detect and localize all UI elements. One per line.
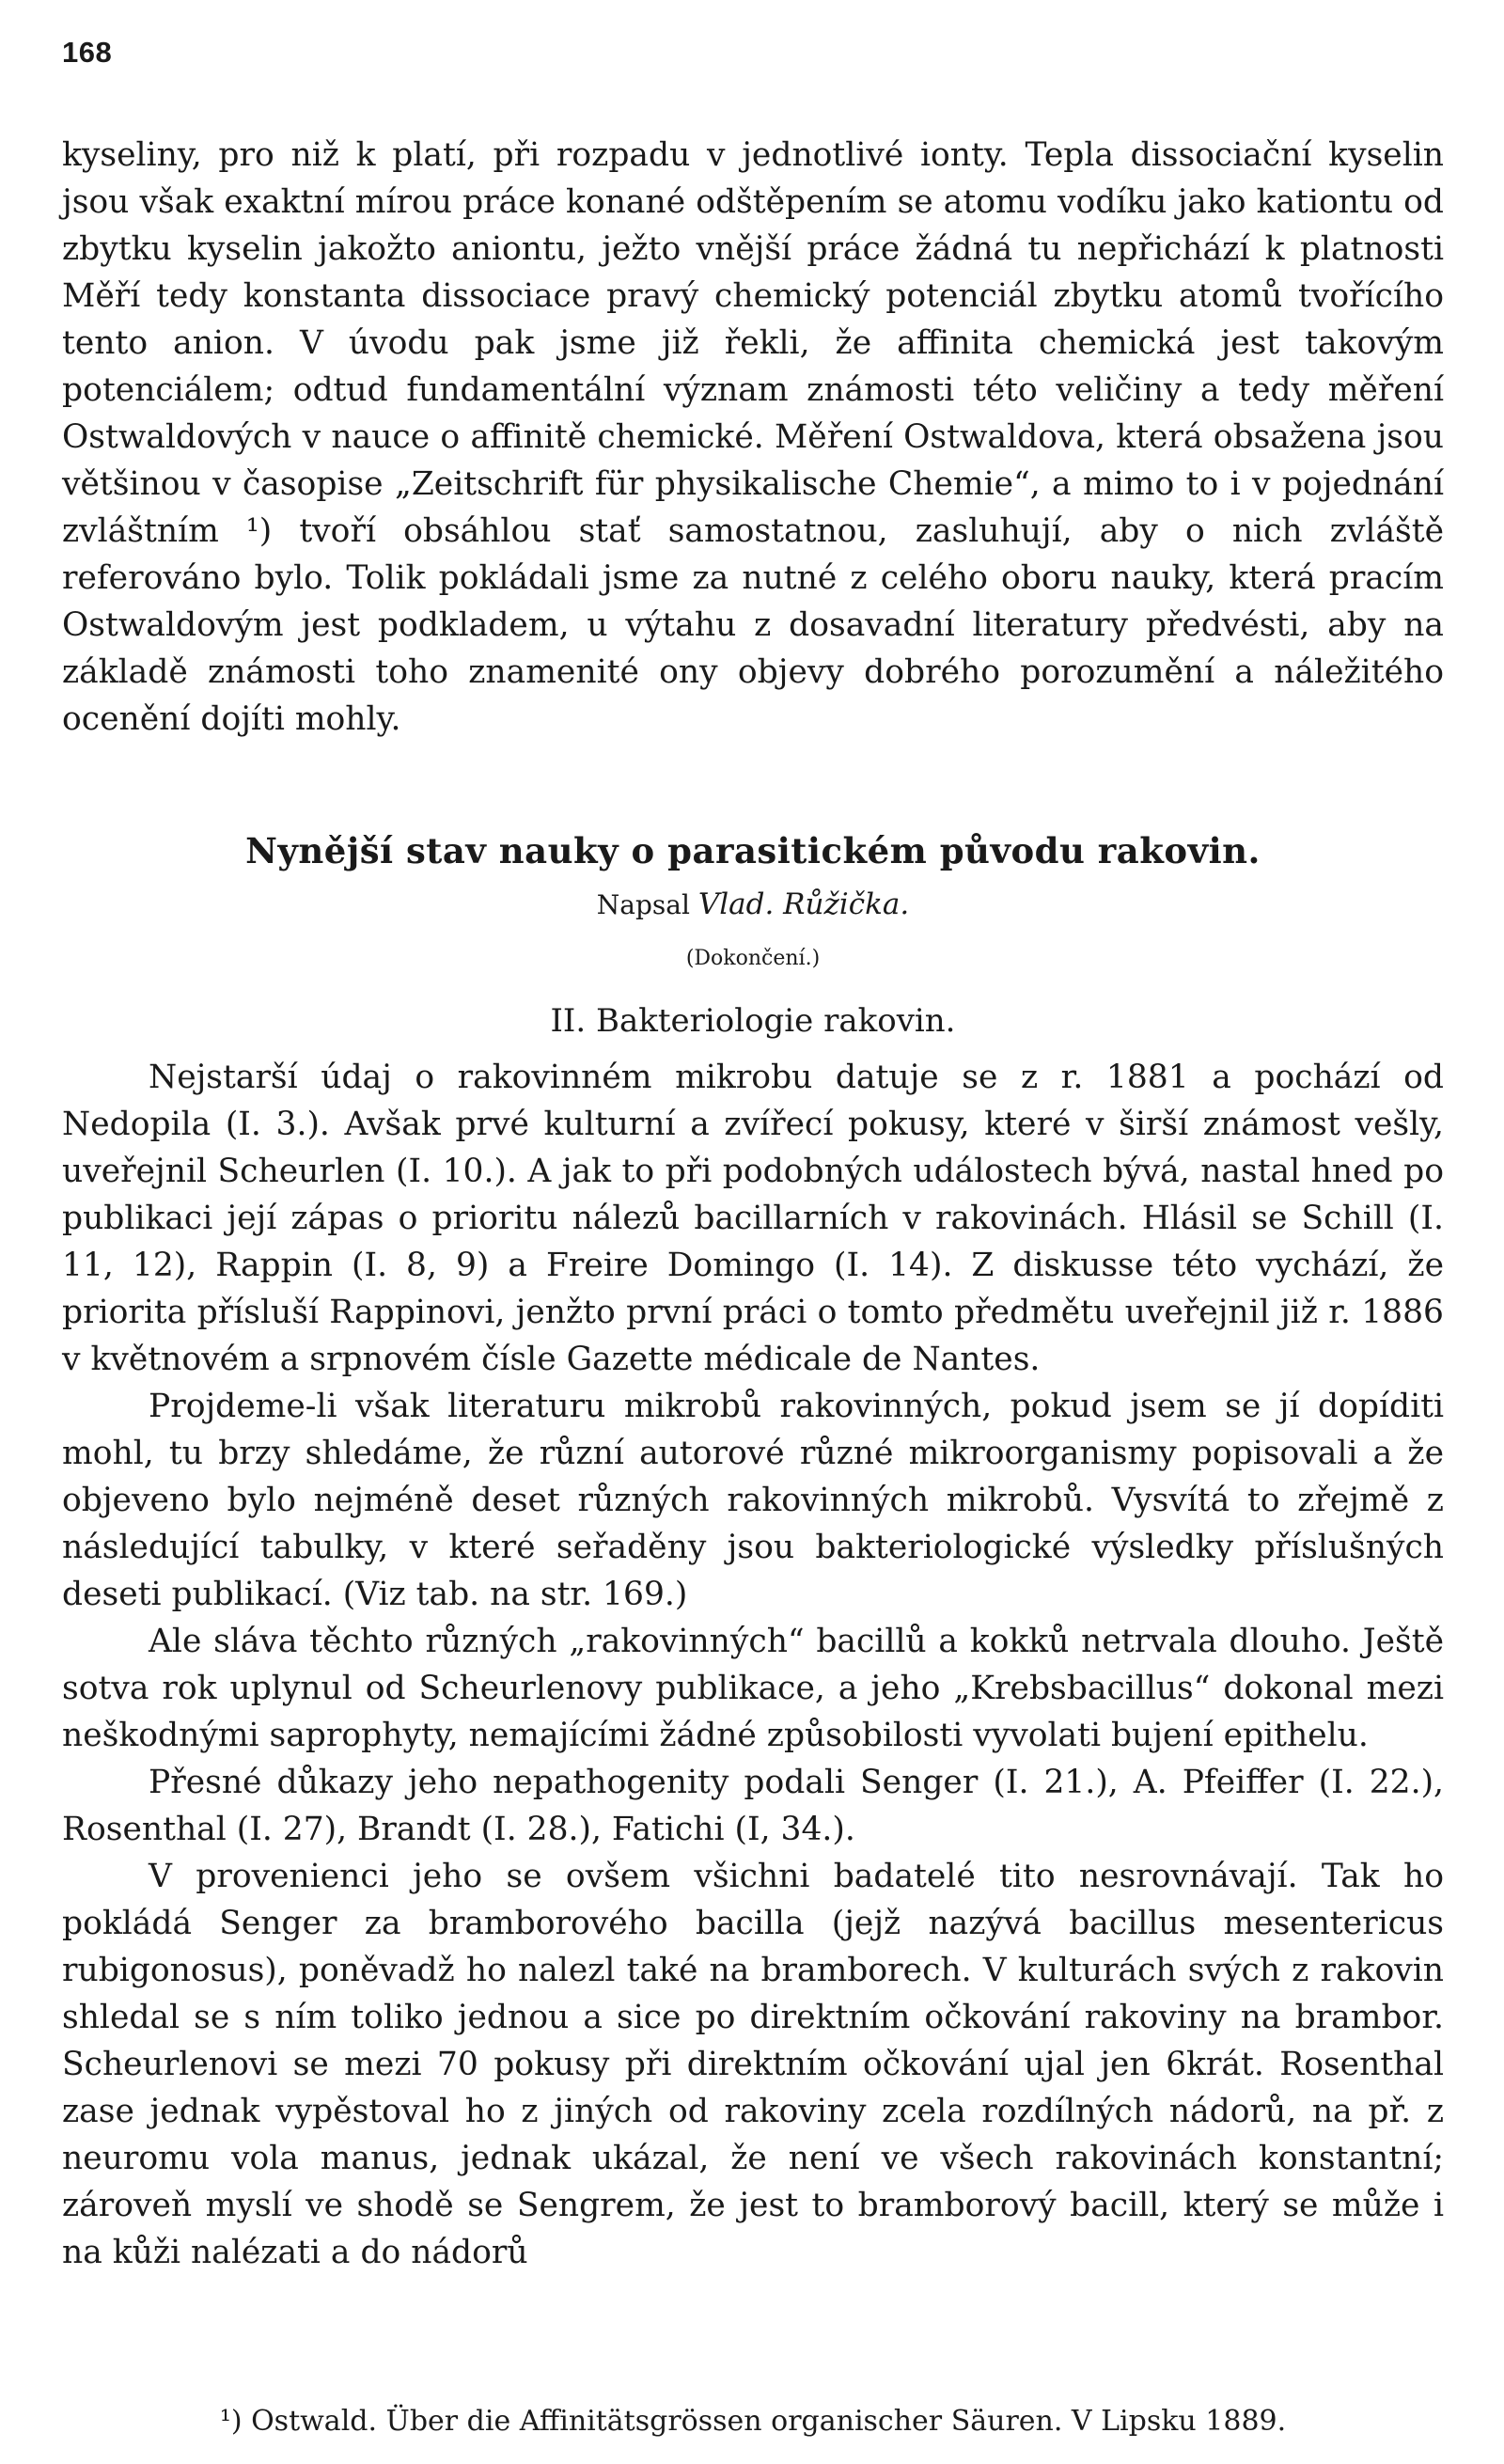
byline [62, 886, 1444, 924]
continuation-note: (Dokončení.) [685, 947, 821, 970]
page-body [62, 132, 1444, 2276]
body-paragraph: Projdeme-li však literaturu mikrobů rakovinných, pokud jsem se jí dopíditi mohl, tu brzy shledáme, že různí autorové různé mikroorganismy popisovali a že objeveno bylo nejméně deset různých rakovinných mikrobů. Vysvítá to zřejmě z následující tabulky, v které seřaděny jsou bakteriologické výsledky příslušných deseti publikací. (Viz tab. na str. 169.) [62, 1388, 1444, 1613]
body-paragraph: Přesné důkazy jeho nepathogenity podali Senger (I. 21.), A. Pfeiffer (I. 22.), Rosenthal (I. 27), Brandt (I. 28.), Fatichi (I, 34.). [62, 1764, 1444, 1848]
article-title: Nynější stav nauky o parasitickém původu rakovin. [245, 830, 1261, 871]
page-number: 168 [62, 36, 113, 69]
body-paragraph: V provenienci jeho se ovšem všichni badatelé tito nesrovnávají. Tak ho pokládá Senger za bramborového bacilla (jejž nazývá bacillus mesentericus rubigonosus), poněvadž ho nalezl také na bramborech. V kulturách svých z rakovin shledal se s ním toliko jednou a sice po direktním očkování rakoviny na brambor. Scheurlenovi se mezi 70 pokusy při direktním očkování ujal jen 6krát. Rosenthal zase jednak vypěstoval ho z jiných od rakoviny zcela rozdílných nádorů, na př. z neuromu vola manus, jednak ukázal, že není ve všech rakovinách konstantní; zároveň myslí ve shodě se Sengrem, že jest to bramborový bacill, který se může i na kůži nalézati a do nádorů [62, 1858, 1444, 2271]
byline-prefix: Napsal [596, 889, 690, 920]
footnote: ¹) Ostwald. Über die Affinitätsgrössen organischer Säuren. V Lipsku 1889. [219, 2405, 1287, 2438]
author-name: Vlad. Růžička. [697, 887, 910, 921]
section-heading: II. Bakteriologie rakovin. [550, 1002, 956, 1040]
intro-paragraph: kyseliny, pro niž k platí, při rozpadu v jednotlivé ionty. Tepla dissociační kyselin jsou však exaktní mírou práce konané odštěpením se atomu vodíku jako kationtu od zbytku kyselin jakožto aniontu, ježto vnější práce žádná tu nepřichází k platnosti Měří tedy konstanta dissociace pravý chemický potenciál zbytku atomů tvořícího tento anion. V úvodu pak jsme již řekli, že affinita chemická jest takovým potenciálem; odtud fundamentální význam známosti této veličiny a tedy měření Ostwaldových v nauce o affinitě chemické. Měření Ostwaldova, která obsažena jsou většinou v časopise „Zeitschrift für physikalische Chemie“, a mimo to i v pojednání zvláštním ¹) tvoří obsáhlou stať samostatnou, zasluhují, aby o nich zvláště referováno bylo. Tolik pokládali jsme za nutné z celého oboru nauky, která pracím Ostwaldovým jest podkladem, u výtahu z dosavadní literatury předvésti, aby na základě známosti toho znamenité ony objevy dobrého porozumění a náležitého ocenění dojíti mohly. [62, 136, 1444, 738]
body-paragraph: Nejstarší údaj o rakovinném mikrobu datuje se z r. 1881 a pochází od Nedopila (I. 3.). Avšak prvé kulturní a zvířecí pokusy, které v širší známost vešly, uveřejnil Scheurlen (I. 10.). A jak to při podobných událostech bývá, nastal hned po publikaci její zápas o prioritu nálezů bacillarních v rakovinách. Hlásil se Schill (I. 11, 12), Rappin (I. 8, 9) a Freire Domingo (I. 14). Z diskusse této vychází, že priorita přísluší Rappinovi, jenžto první práci o tomto předmětu uveřejnil již r. 1886 v květnovém a srpnovém čísle Gazette médicale de Nantes. [62, 1059, 1444, 1378]
body-paragraph: Ale sláva těchto různých „rakovinných“ bacillů a kokků netrvala dlouho. Ještě sotva rok uplynul od Scheurlenovy publikace, a jeho „Krebsbacillus“ dokonal mezi neškodnými saprophyty, nemajícími žádné způsobilosti vyvolati bujení epithelu. [62, 1623, 1444, 1754]
